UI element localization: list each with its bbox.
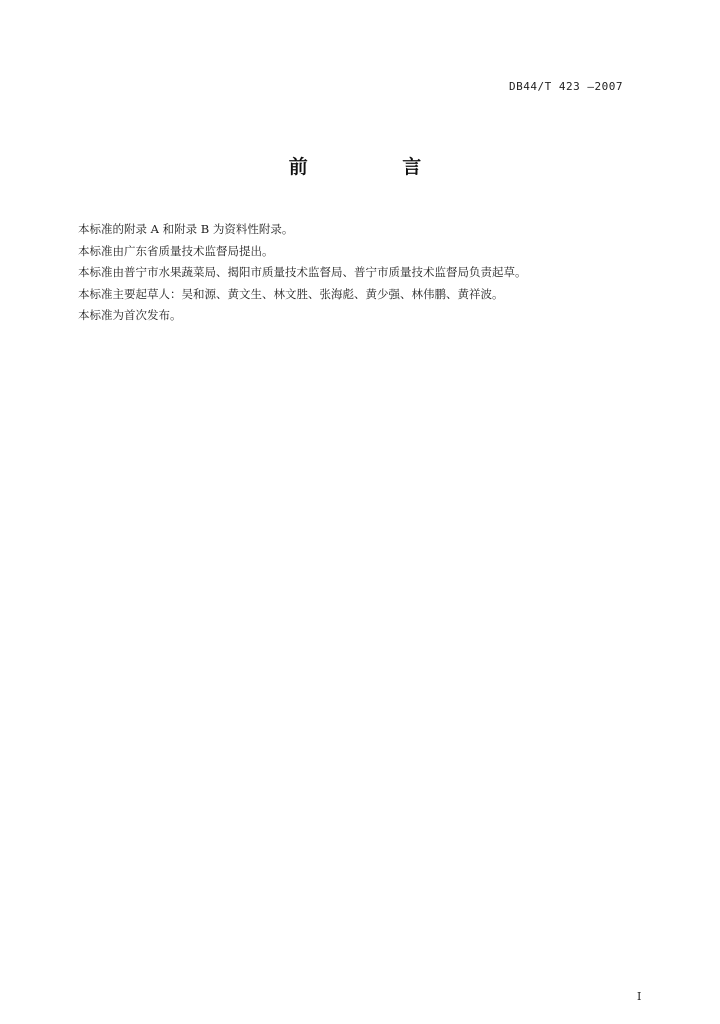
paragraph-appendix-note: 本标准的附录 A 和附录 B 为资料性附录。 xyxy=(78,222,294,236)
foreword-body xyxy=(78,219,638,327)
paragraph-main-drafters: 本标准主要起草人：吴和源、黄文生、林文胜、张海彪、黄少强、林伟鹏、黄祥波。 xyxy=(78,286,504,301)
standard-code: DB44/T 423 —2007 xyxy=(509,80,623,93)
paragraph-proposed-by: 本标准由广东省质量技术监督局提出。 xyxy=(78,243,274,258)
page-number: I xyxy=(637,990,642,1003)
paragraph-first-release: 本标准为首次发布。 xyxy=(78,308,182,322)
paragraph-drafted-by: 本标准由普宁市水果蔬菜局、揭阳市质量技术监督局、普宁市质量技术监督局负责起草。 xyxy=(78,265,527,279)
page-title: 前 言 xyxy=(288,156,466,178)
